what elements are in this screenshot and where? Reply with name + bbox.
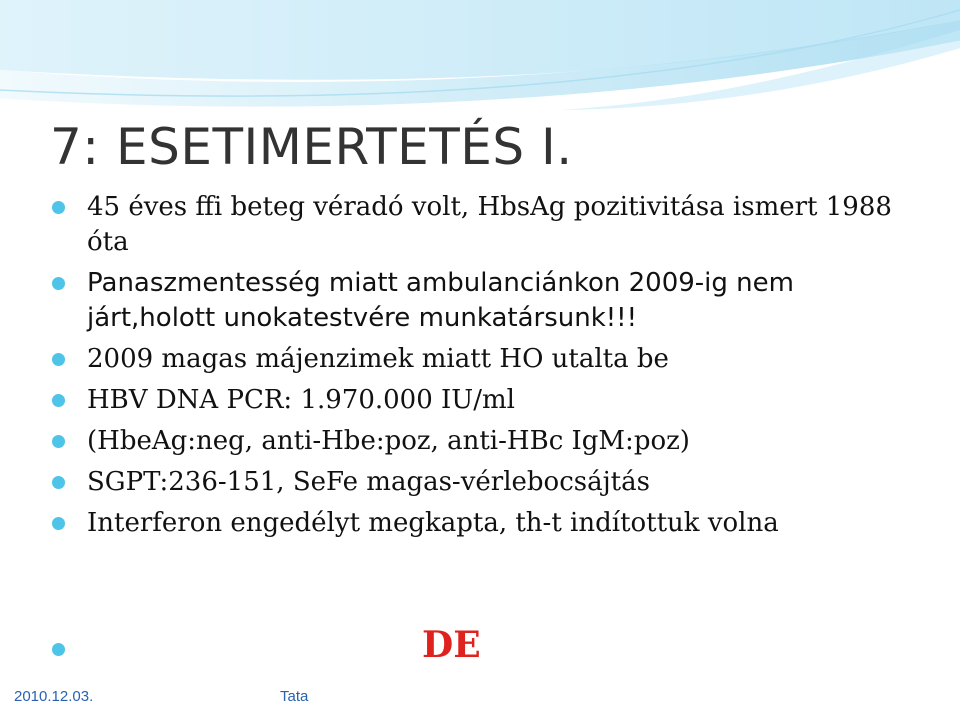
bullet-item [52,383,922,418]
bullet-dot-icon [52,277,65,290]
bullet-text: SGPT:236-151, SeFe magas-vérlebocsájtás [87,467,650,497]
bullet-item [52,506,922,541]
emphasis-text: DE [422,624,481,666]
bullet-dot-icon [52,394,65,407]
bullet-dot-icon [52,517,65,530]
bullet-item [52,342,922,377]
bullet-text: HBV DNA PCR: 1.970.000 IU/ml [87,385,515,415]
bullet-dot-icon [52,201,65,214]
footer-date: 2010.12.03. [14,688,94,705]
bullet-text: 45 éves ffi beteg véradó volt, HbsAg pozitivitása ismert 1988 óta [87,192,892,257]
bullet-item [52,465,922,500]
slide-title: 7: ESETIMERTETÉS I. [50,118,573,176]
bullet-text: (HbeAg:neg, anti-Hbe:poz, anti-HBc IgM:poz) [87,426,690,456]
bullet-dot-icon [52,476,65,489]
bullet-text: Panaszmentesség miatt ambulanciánkon 2009-ig nem járt,holott unokatestvére munkatársunk!!! [87,268,794,333]
bullet-text: 2009 magas májenzimek miatt HO utalta be [87,344,669,374]
bullet-item [52,266,922,336]
bullet-dot-icon [52,353,65,366]
bullet-dot-icon [52,435,65,448]
bullet-item [52,424,922,459]
footer-place: Tata [280,688,309,705]
header-wave-decoration [0,0,960,130]
bullet-list [52,190,922,547]
bullet-item [52,190,922,260]
bullet-dot-icon [52,643,65,656]
bullet-text: Interferon engedélyt megkapta, th-t indítottuk volna [87,508,779,538]
